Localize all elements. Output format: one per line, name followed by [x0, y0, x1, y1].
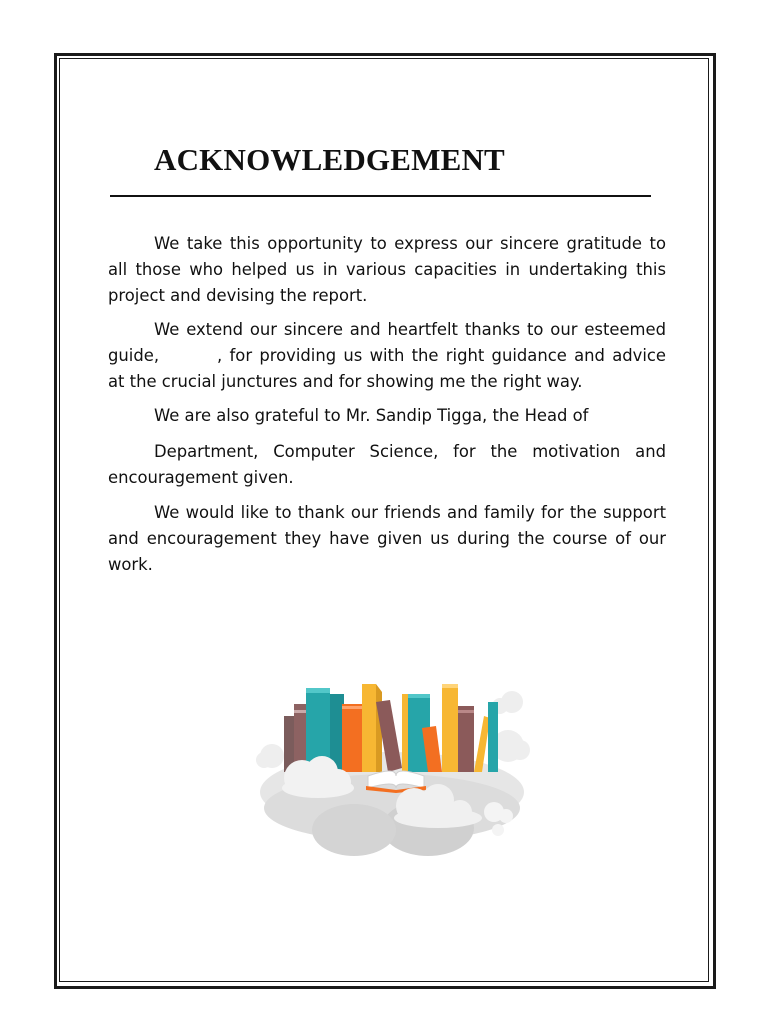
page-title: ACKNOWLEDGEMENT: [154, 142, 505, 177]
guide-text-before: We extend our sincere and heartfelt thanks to our esteemed guide,: [108, 320, 666, 365]
paragraph-guide: [108, 317, 666, 395]
paragraph-hod-continued: Department, Computer Science, for the motivation and encouragement given.: [108, 442, 666, 487]
paragraph-friends-family: We would like to thank our friends and family for the support and encouragement they have given us during the course of our work.: [108, 503, 666, 574]
guide-text-after: , for providing us with the right guidance and advice at the crucial junctures and for showing me the right way.: [108, 346, 666, 391]
paragraph-gratitude: We take this opportunity to express our sincere gratitude to all those who helped us in various capacities in undertaking this project and devising the report.: [108, 234, 666, 305]
paragraph-hod-start: We are also grateful to Mr. Sandip Tigga, the Head of: [154, 406, 589, 425]
acknowledgement-body: [108, 231, 666, 586]
books-on-cloud-icon: [250, 680, 535, 860]
title-underline: [110, 195, 651, 197]
